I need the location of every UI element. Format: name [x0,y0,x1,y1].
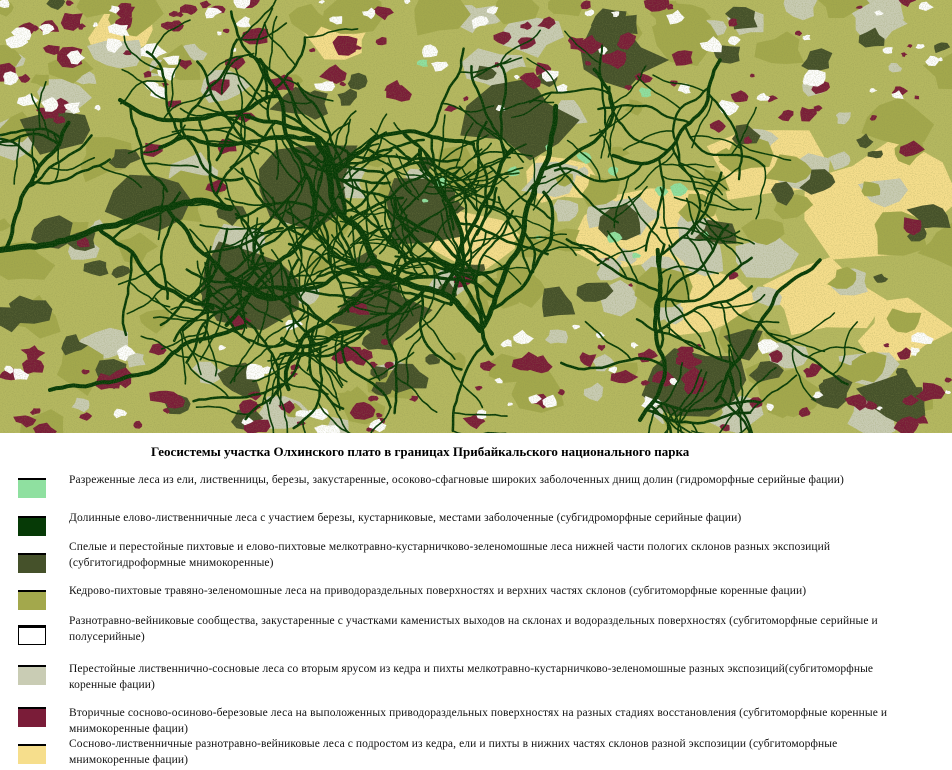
legend-label-hydromorphic: Разреженные леса из ели, лиственницы, березы, закустаренные, осоково-сфагновые широких заболоченных днищ долин (гидроморфные серийные фации) [69,474,844,486]
legend [0,433,952,770]
legend-swatch-grass-communities [18,625,46,645]
legend-swatch-larch-pine [18,665,46,685]
legend-label-secondary-forest: Вторичные сосново-осиново-березовые леса на выположенных приводораздельных поверхностях на разных стадиях восстановления (субгитоморфные коренные и мнимокоренные фации) [69,707,888,735]
legend-title: Геосистемы участка Олхинского плато в границах Прибайкальского национального парка [151,444,690,459]
legend-label-pine-larch-grass: Сосново-лиственничные разнотравно-вейниковые леса с подростом из кедра, ели и пихты в нижних частях склонов разной экспозиции (субгитоморфные мнимокоренные фации) [69,738,838,766]
legend-label-cedar-fir: Кедрово-пихтовые травяно-зеленомошные леса на приводораздельных поверхностях и верхних частях склонов (субгитоморфные коренные фации) [69,585,807,597]
legend-swatch-hydromorphic [18,478,46,498]
legend-swatch-valley-forest [18,516,46,536]
legend-swatch-pine-larch-grass [18,744,46,764]
legend-swatch-cedar-fir [18,590,46,610]
legend-swatch-fir-forest [18,553,46,573]
legend-label-valley-forest: Долинные елово-лиственничные леса с участием березы, кустарниковые, местами заболоченные (субгидроморфные серийные фации) [69,512,742,524]
legend-label-grass-communities: Разнотравно-вейниковые сообщества, закустаренные с участками каменистых выходов на склонах и водораздельных поверхностях (субгитоморфные серийные и полусерийные) [69,615,878,643]
legend-label-fir-forest: Спелые и перестойные пихтовые и елово-пихтовые мелкотравно-кустарничково-зеленомошные леса нижней части пологих склонов разных экспозиций (субгитогидроформные мнимокоренные) [69,541,831,569]
legend-swatch-secondary-forest [18,707,46,727]
legend-label-larch-pine: Перестойные лиственнично-сосновые леса со вторым ярусом из кедра и пихты мелкотравно-кустарничково-зеленомошные разных экспозиций(субгитоморфные коренные фации) [69,663,874,691]
